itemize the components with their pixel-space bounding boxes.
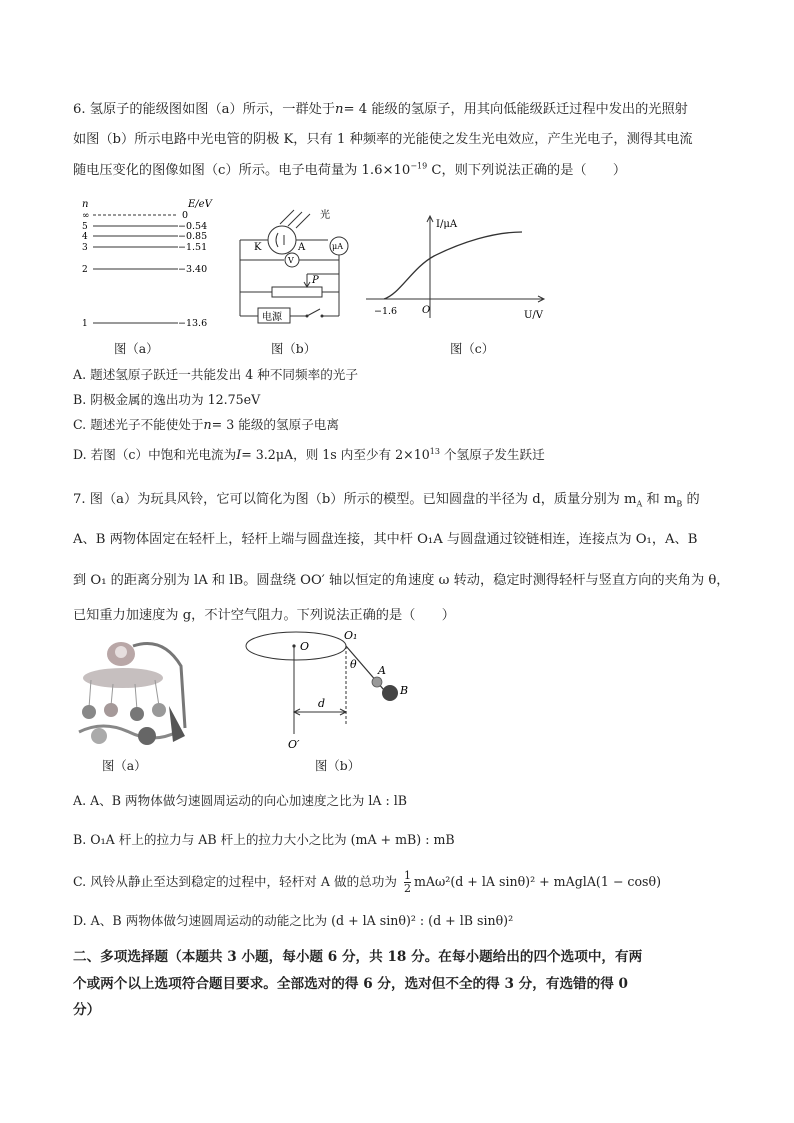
- section2-line-1: 二、多项选择题（本题共 3 小题，每小题 6 分，共 18 分。在每小题给出的四个选项中，有两: [73, 949, 643, 965]
- slider-label: P: [312, 275, 319, 286]
- q6-line-1: 6. 氢原子的能级图如图（a）所示，一群处于n= 4 能级的氢原子，用其向低能级跃迁过程中发出的光照射: [73, 102, 688, 117]
- section2-line-3: 分）: [73, 1002, 101, 1018]
- label-o: O: [300, 640, 310, 653]
- level-e: −1.51: [178, 242, 208, 253]
- axis-e-label: E/eV: [188, 199, 212, 210]
- label-a: A: [378, 664, 386, 677]
- q7-line-2: A、B 两物体固定在轻杆上，轻杆上端与圆盘连接，其中杆 O₁A 与圆盘通过铰链相连，连接点为 O₁，A、B: [73, 532, 698, 547]
- section2-line-2: 个或两个以上选项符合题目要求。全部选对的得 6 分，选对但不全的得 3 分，有选错的得 0: [73, 976, 629, 992]
- fraction-one-half: $\frac{1}{2}$: [403, 869, 411, 895]
- power-source-label: 电源: [262, 312, 282, 323]
- origin-label: O: [422, 305, 431, 316]
- q6-option-b[interactable]: B. 阴极金属的逸出功为 12.75eV: [73, 392, 261, 407]
- mass-b: [382, 685, 398, 701]
- label-b: B: [400, 684, 409, 697]
- level-n: ∞: [82, 211, 90, 221]
- x-axis-label: U/V: [524, 310, 544, 321]
- label-o-prime: O′: [288, 738, 300, 751]
- anode-label: A: [298, 242, 306, 253]
- level-n: 3: [82, 243, 88, 253]
- q7-option-c[interactable]: C. 风铃从静止至达到稳定的过程中，轻杆对 A 做的总功为 $\frac{1}{2}$ mAω²(d + lA sinθ)² + mAglA(1 − cosθ): [73, 869, 661, 895]
- level-e: −3.40: [178, 264, 208, 275]
- q6-line-2: 如图（b）所示电路中光电管的阴极 K，只有 1 种频率的光能使之发生光电效应，产生光电子，测得其电流: [73, 132, 693, 147]
- q7-option-a[interactable]: A. A、B 两物体做匀速圆周运动的向心加速度之比为 lA : lB: [73, 793, 407, 808]
- level-n: 5: [82, 222, 88, 232]
- q6-option-c[interactable]: C. 题述光子不能使处于n= 3 能级的氢原子电离: [73, 417, 339, 432]
- q7-line-1: 7. 图（a）为玩具风铃，它可以简化为图（b）所示的模型。已知圆盘的半径为 d，质量分别为 $m_A$ 和 $m_B$ 的: [73, 492, 700, 509]
- voltmeter-label: V: [288, 256, 294, 265]
- iu-curve: [384, 232, 522, 299]
- ammeter-label: μA: [332, 242, 343, 251]
- current-voltage-graph: [366, 212, 548, 324]
- cathode-label: K: [254, 242, 262, 253]
- q6-line-3: 随电压变化的图像如图（c）所示。电子电荷量为 $1.6\times 10^{-19}$ C，则下列说法正确的是（ ）: [73, 161, 627, 178]
- level-n: 4: [82, 232, 88, 242]
- rheostat: [272, 287, 322, 297]
- q7-line-4: 已知重力加速度为 g，不计空气阻力。下列说法正确的是（ ）: [73, 608, 455, 623]
- level-n: 1: [82, 319, 88, 329]
- y-axis-label: I/μA: [436, 219, 458, 230]
- mass-a: [372, 677, 382, 687]
- q7-option-b[interactable]: B. O₁A 杆上的拉力与 AB 杆上的拉力大小之比为 (mA + mB) : mB: [73, 832, 455, 847]
- fig-a-caption: 图（a）: [114, 341, 159, 356]
- label-o1: O₁: [344, 629, 358, 642]
- level-e: 0: [182, 210, 189, 221]
- energy-level-diagram: [78, 196, 228, 332]
- photoelectric-circuit-diagram: [232, 200, 352, 326]
- light-label: 光: [320, 210, 330, 221]
- x-tick-label: −1.6: [374, 306, 398, 317]
- level-e: −0.85: [178, 231, 208, 242]
- wind-chime-model-diagram: [244, 628, 424, 752]
- fig-c-caption: 图（c）: [450, 341, 495, 356]
- phototube: [268, 226, 296, 254]
- q7-fig-a-caption: 图（a）: [102, 758, 147, 773]
- label-d: d: [318, 697, 326, 710]
- q7-option-d[interactable]: D. A、B 两物体做匀速圆周运动的动能之比为 (d + lA sinθ)² : (d + lB sinθ)²: [73, 913, 514, 928]
- level-n: 2: [82, 265, 88, 275]
- fig-b-caption: 图（b）: [271, 341, 317, 356]
- label-theta: θ: [350, 658, 357, 671]
- axis-n-label: n: [82, 199, 89, 210]
- q6-option-a[interactable]: A. 题述氢原子跃迁一共能发出 4 种不同频率的光子: [73, 367, 358, 382]
- q7-fig-b-caption: 图（b）: [315, 758, 361, 773]
- level-e: −13.6: [178, 318, 208, 329]
- level-e: −0.54: [178, 221, 208, 232]
- q6-option-d[interactable]: D. 若图（c）中饱和光电流为I= 3.2μA，则 1s 内至少有 $2\times 10^{13}$ 个氢原子发生跃迁: [73, 446, 545, 462]
- switch: [307, 309, 320, 316]
- q7-line-3: 到 O₁ 的距离分别为 lA 和 lB。圆盘绕 OO′ 轴以恒定的角速度 ω 转动，稳定时测得轻杆与竖直方向的夹角为 θ，: [73, 573, 730, 588]
- wind-chime-photo: [73, 636, 191, 748]
- disk: [246, 632, 346, 660]
